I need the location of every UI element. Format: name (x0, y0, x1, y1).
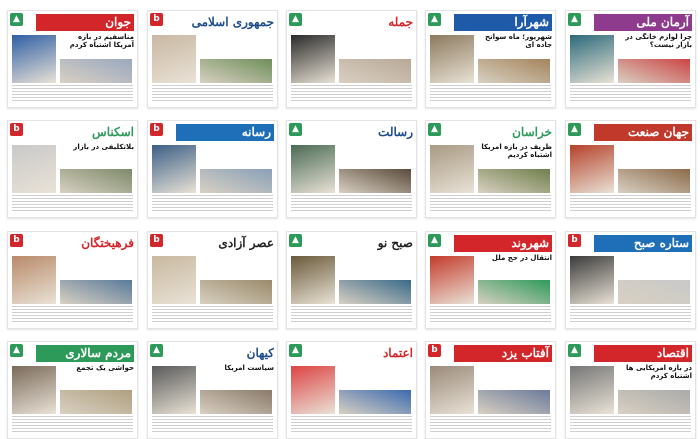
newspaper-masthead: آرمان ملی (594, 14, 692, 31)
source-logo-icon: ▲ (428, 234, 441, 247)
newspaper-card[interactable] (425, 120, 556, 218)
source-logo-icon: ▲ (289, 123, 302, 136)
front-page-photo (570, 145, 614, 193)
newspaper-masthead: جهان صنعت (594, 124, 692, 141)
newspaper-masthead: اسکناس (92, 125, 134, 139)
front-page-photo (200, 390, 272, 414)
newspaper-masthead: صبح نو (377, 236, 413, 250)
source-logo-icon: ▲ (428, 13, 441, 26)
newspaper-headline (335, 254, 413, 278)
front-page-photo (60, 390, 132, 414)
newspaper-headline (335, 364, 413, 388)
source-logo-icon: ▲ (10, 13, 23, 26)
article-text-columns (430, 85, 551, 103)
newspaper-masthead: اعتماد (382, 346, 413, 360)
front-page-photo (60, 169, 132, 193)
newspaper-masthead: مردم سالاری (36, 345, 134, 362)
article-text-columns (291, 195, 412, 213)
article-text-columns (152, 195, 273, 213)
source-logo-icon: b (150, 13, 163, 26)
article-text-columns (152, 416, 273, 434)
newspaper-card[interactable] (147, 10, 278, 108)
front-page-photo (339, 169, 411, 193)
front-page-photo (570, 35, 614, 83)
newspaper-masthead: خراسان (512, 125, 552, 139)
newspaper-card[interactable] (147, 120, 278, 218)
newspaper-headline: سیاست آمریکا (224, 364, 274, 372)
newspaper-headline: مناسفیم در بازه آمریکا اشتباه کردم (69, 33, 134, 49)
newspaper-headline: چرا لوازم خانگی در بازار نیست؟ (625, 33, 692, 49)
newspaper-masthead: کیهان (246, 346, 274, 360)
source-logo-icon: ▲ (568, 13, 581, 26)
front-page-photo (339, 390, 411, 414)
newspaper-headline (56, 254, 134, 278)
article-text-columns (12, 85, 133, 103)
front-page-photo (618, 390, 690, 414)
front-page-photo (339, 59, 411, 83)
newspaper-masthead: اقتصاد (594, 345, 692, 362)
article-text-columns (12, 416, 133, 434)
source-logo-icon: ▲ (568, 344, 581, 357)
newspaper-masthead: عصر آزادی (218, 236, 274, 250)
article-text-columns (291, 416, 412, 434)
front-page-photo (478, 59, 550, 83)
front-page-photo (339, 280, 411, 304)
newspaper-masthead: جمله (388, 15, 413, 29)
article-text-columns (152, 306, 273, 324)
newspaper-card[interactable] (286, 120, 417, 218)
front-page-photo (12, 366, 56, 414)
source-logo-icon: ▲ (10, 344, 23, 357)
newspaper-card[interactable] (286, 341, 417, 439)
front-page-photo (430, 366, 474, 414)
newspaper-card[interactable] (7, 120, 138, 218)
newspaper-card[interactable] (7, 341, 138, 439)
article-text-columns (570, 85, 691, 103)
newspaper-masthead: جوان (36, 14, 134, 31)
article-text-columns (430, 306, 551, 324)
article-text-columns (12, 306, 133, 324)
source-logo-icon: b (150, 234, 163, 247)
front-page-photo (200, 59, 272, 83)
newspaper-headline: بلاتکلیفی در بازار (73, 143, 134, 151)
newspaper-card[interactable] (565, 10, 696, 108)
source-logo-icon: ▲ (568, 123, 581, 136)
newspaper-headline (196, 143, 274, 167)
front-page-photo (291, 35, 335, 83)
newspaper-headline (614, 143, 692, 167)
article-text-columns (570, 306, 691, 324)
newspaper-masthead: آفتاب یزد (454, 345, 552, 362)
front-page-photo (478, 390, 550, 414)
newspaper-card[interactable] (425, 231, 556, 329)
source-logo-icon: b (428, 344, 441, 357)
source-logo-icon: ▲ (289, 234, 302, 247)
newspaper-headline: شهریور؛ ماه سوانح جاده ای (484, 33, 552, 49)
newspaper-masthead: شهروند (454, 235, 552, 252)
newspaper-masthead: شهرآرا (454, 14, 552, 31)
front-page-photo (60, 59, 132, 83)
front-page-photo (60, 280, 132, 304)
front-page-photo (200, 169, 272, 193)
newspaper-masthead: رسانه (176, 124, 274, 141)
source-logo-icon: b (10, 123, 23, 136)
article-text-columns (152, 85, 273, 103)
newspaper-card[interactable] (565, 341, 696, 439)
front-page-photo (12, 35, 56, 83)
front-page-photo (291, 366, 335, 414)
newspaper-headline: حواشی یک تجمع (76, 364, 134, 372)
newspaper-card[interactable] (425, 341, 556, 439)
newspaper-masthead: رسالت (378, 125, 413, 139)
front-page-photo (430, 35, 474, 83)
article-text-columns (12, 195, 133, 213)
newspaper-masthead: ستاره صبح (594, 235, 692, 252)
source-logo-icon: b (568, 234, 581, 247)
newspaper-card[interactable] (565, 231, 696, 329)
front-page-photo (12, 256, 56, 304)
source-logo-icon: b (150, 123, 163, 136)
newspaper-card[interactable] (286, 10, 417, 108)
article-text-columns (570, 416, 691, 434)
source-logo-icon: ▲ (150, 344, 163, 357)
front-page-photo (152, 256, 196, 304)
newspaper-headline (614, 254, 692, 278)
front-page-photo (152, 366, 196, 414)
front-page-photo (430, 145, 474, 193)
article-text-columns (430, 195, 551, 213)
newspaper-masthead: فرهیختگان (81, 236, 134, 250)
source-logo-icon: ▲ (289, 344, 302, 357)
newspaper-card[interactable] (7, 10, 138, 108)
front-page-photo (478, 169, 550, 193)
front-page-photo (570, 256, 614, 304)
front-page-photo (570, 366, 614, 414)
newspaper-masthead: جمهوری اسلامی (191, 15, 274, 29)
newspaper-headline: انتقال در حج ملل (491, 254, 552, 262)
newspaper-card[interactable] (425, 10, 556, 108)
article-text-columns (291, 306, 412, 324)
front-page-photo (618, 280, 690, 304)
newspaper-card[interactable] (286, 231, 417, 329)
newspaper-headline (196, 33, 274, 57)
front-page-photo (152, 145, 196, 193)
front-page-photo (291, 256, 335, 304)
front-page-photo (291, 145, 335, 193)
newspaper-headline: ظریف در بازه آمریکا اشتباه کردیم (481, 143, 552, 159)
front-page-photo (618, 169, 690, 193)
newspaper-card[interactable] (147, 231, 278, 329)
front-page-photo (478, 280, 550, 304)
front-page-photo (12, 145, 56, 193)
newspaper-headline (196, 254, 274, 278)
front-page-photo (200, 280, 272, 304)
front-page-photo (152, 35, 196, 83)
newspaper-headline (335, 33, 413, 57)
front-page-photo (430, 256, 474, 304)
newspaper-headline (474, 364, 552, 388)
article-text-columns (570, 195, 691, 213)
source-logo-icon: b (10, 234, 23, 247)
article-text-columns (430, 416, 551, 434)
newspaper-card[interactable] (565, 120, 696, 218)
source-logo-icon: ▲ (289, 13, 302, 26)
newspaper-headline (335, 143, 413, 167)
newspaper-card[interactable] (7, 231, 138, 329)
newspaper-card[interactable] (147, 341, 278, 439)
source-logo-icon: ▲ (428, 123, 441, 136)
newspaper-headline: در بازه آمریکایی ها اشتباه کردم (626, 364, 692, 380)
front-page-photo (618, 59, 690, 83)
article-text-columns (291, 85, 412, 103)
